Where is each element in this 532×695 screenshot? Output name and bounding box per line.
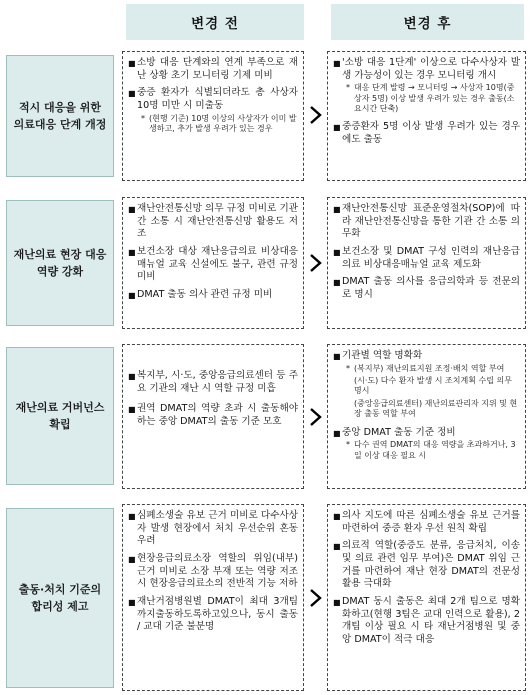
after-item: ■ 재난안전통신망 표준운영절차(SOP)에 따라 재난안전통신망을 통한 기관 간 소통 의무화 [333, 203, 520, 240]
bullet-icon: ■ [333, 247, 341, 257]
bullet-icon: ■ [128, 372, 136, 381]
after-item: ■ 중증환자 5명 이상 발생 우려가 있는 경우에도 출동 [333, 121, 520, 146]
asterisk-icon: * [346, 363, 350, 373]
category-row-1: 적시 대응을 위한 의료대응 단계 개정 [6, 55, 114, 177]
bullet-icon: ■ [333, 428, 341, 438]
sub-note: (중앙응급의료센터) 재난의료관리자 지위 및 현장 출동 역할 부여 [354, 398, 518, 419]
after-item: ■ 보건소장 및 DMAT 구성 인력의 재난응급의료 비상대응매뉴얼 교육 제도화 [333, 245, 520, 270]
bullet-icon: ■ [128, 554, 136, 564]
after-item: ■ DMAT 출동 의사를 응급의학과 등 전문의로 명시 [333, 276, 520, 300]
after-box-row-4 [327, 504, 526, 691]
bullet-icon: ■ [128, 205, 136, 214]
after-item: ■ '소방 대응 1단계' 이상으로 다수사상자 발생 가능성이 있는 경우 모니터링 개시 * 대응 단계 발령 → 모니터링 → 사상자 10명(중상자 5명) 이상 발생 우려가 있는 경우 출동(소요시간 단축) [333, 57, 520, 116]
header-after: 변경 후 [331, 4, 524, 40]
bullet-icon: ■ [333, 597, 341, 607]
arrow-right-icon [307, 588, 325, 608]
before-box-row-3 [122, 344, 304, 489]
after-box-row-1 [327, 51, 526, 181]
header-before: 변경 전 [126, 4, 304, 40]
bullet-icon: ■ [333, 278, 341, 288]
bullet-icon: ■ [333, 123, 341, 133]
bullet-icon: ■ [128, 89, 136, 99]
arrow-right-icon [307, 407, 325, 427]
before-item: ■ 현장응급의료소장 역할의 위임(내부) 근거 미비로 소장 부재 또는 역량 저조 시 현장응급의료소의 전반적 기능 저하 [128, 552, 298, 590]
after-item: ■ 기관별 역할 명확화 * (복지부) 재난의료지원 조정·배치 역할 부여 (시·도) 다수 환자 발생 시 조치계획 수립 의무 명시 (중앙응급의료센터) 재난의료관리자 지위 및 현장 출동 역할 부여 [333, 350, 520, 422]
after-item: ■ 의료적 역할(중증도 분류, 응급처치, 이송 및 의료 관련 임무 부여)은 DMAT 위임 근거를 마련하여 재난 현장 DMAT의 전문성 활용 극대화 [333, 540, 520, 590]
before-box-row-4 [122, 504, 304, 691]
before-item: ■ 중증 환자가 식별되더라도 총 사상자 10명 미만 시 미출동 * (현행 기준) 10명 이상의 사상자가 이미 발생하고, 추가 발생 우려가 있는 경우 [128, 87, 298, 136]
bullet-icon: ■ [128, 290, 136, 300]
bullet-icon: ■ [333, 59, 341, 68]
bullet-icon: ■ [128, 59, 136, 68]
sub-note: (시·도) 다수 환자 발생 시 조치계획 수립 의무 명시 [354, 376, 512, 396]
before-item: ■ 보건소장 대상 재난응급의료 비상대응매뉴얼 교육 신설에도 불구, 관련 규정 미비 [128, 245, 298, 283]
before-item: ■ 복지부, 시·도, 중앙응급의료센터 등 주요 기관의 재난 시 역할 규정 미흡 [128, 370, 298, 394]
bullet-icon: ■ [333, 205, 341, 214]
bullet-icon: ■ [128, 247, 136, 257]
asterisk-icon: * [346, 83, 350, 93]
after-item: ■ 의사 지도에 따른 심폐소생술 유보 근거를 마련하여 중증 환자 우선 원칙 확립 [333, 510, 520, 534]
before-item: ■ DMAT 출동 의사 관련 규정 미비 [128, 288, 273, 300]
before-box-row-2 [122, 197, 304, 329]
bullet-icon: ■ [333, 542, 341, 552]
category-row-4: 출동·처치 기준의 합리성 제고 [6, 508, 114, 688]
category-row-3: 재난의료 거버넌스 확립 [6, 347, 114, 485]
arrow-right-icon [307, 105, 325, 125]
sub-note: * 다수 권역 DMAT의 대응 역량을 초과하거나, 3일 이상 대응 필요 시 [346, 440, 516, 460]
after-item: ■ 중앙 DMAT 출동 기준 정비 * 다수 권역 DMAT의 대응 역량을 초과하거나, 3일 이상 대응 필요 시 [333, 427, 520, 463]
asterisk-icon: * [141, 113, 145, 123]
bullet-icon: ■ [128, 512, 136, 521]
after-item: ■ DMAT 동시 출동은 최대 2개 팀으로 명확화하고(현행 3팀은 교대 인력으로 활용), 2개팀 이상 필요 시 타 재난거점병원 및 중앙 DMAT이 적극 대응 [333, 595, 520, 645]
sub-note: * 대응 단계 발령 → 모니터링 → 사상자 10명(중상자 5명) 이상 발생 우려가 있는 경우 출동(소요시간 단축) [346, 83, 515, 114]
before-item: ■ 재난거점병원별 DMAT이 최대 3개팀까지출동하도록하고있으나, 동시 출동 / 교대 기준 불분명 [128, 595, 298, 633]
sub-note: * (복지부) 재난의료지원 조정·배치 역할 부여 [346, 363, 505, 373]
bullet-icon: ■ [333, 352, 341, 361]
after-box-row-3 [327, 344, 526, 489]
after-box-row-2 [327, 197, 526, 329]
sub-note: * (현행 기준) 10명 이상의 사상자가 이미 발생하고, 추가 발생 우려가 있는 경우 [141, 113, 297, 134]
asterisk-icon: * [346, 440, 350, 450]
arrow-right-icon [307, 253, 325, 273]
before-box-row-1 [122, 51, 304, 181]
before-item: ■ 소방 대응 단계와의 연계 부족으로 재난 상황 초기 모니터링 기제 미비 [128, 57, 298, 81]
before-item: ■ 권역 DMAT의 역량 초과 시 출동해야 하는 중앙 DMAT의 출동 기준 모호 [128, 403, 298, 427]
bullet-icon: ■ [128, 405, 136, 415]
before-item: ■ 심폐소생술 유보 근거 미비로 다수사상자 발생 현장에서 처치 우선순위 혼동 우려 [128, 510, 298, 547]
category-row-2: 재난의료 현장 대응 역량 강화 [6, 200, 114, 326]
before-item: ■ 재난안전통신망 의무 규정 미비로 기관 간 소통 시 재난안전통신망 활용도 저조 [128, 203, 298, 240]
bullet-icon: ■ [128, 597, 136, 607]
bullet-icon: ■ [333, 512, 341, 521]
